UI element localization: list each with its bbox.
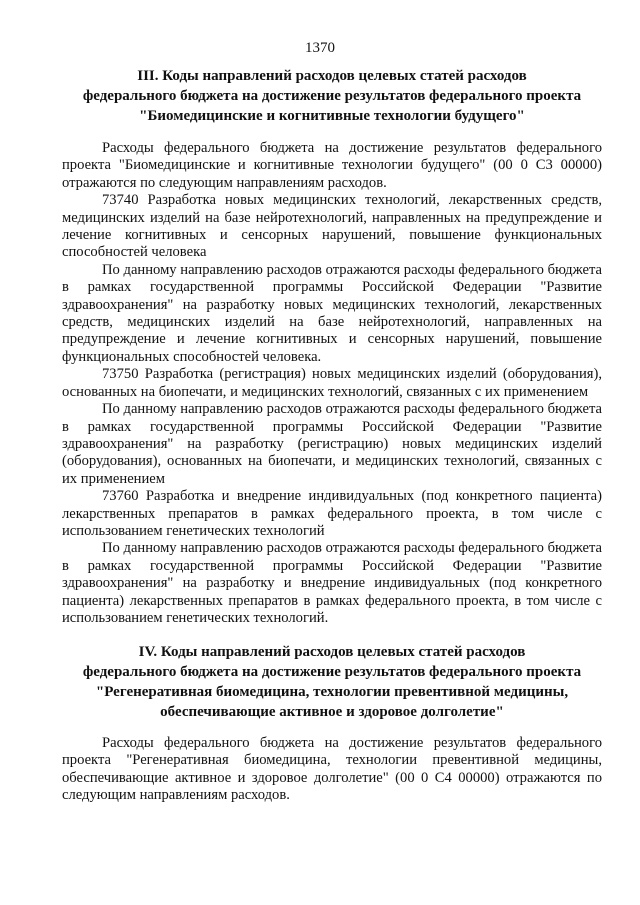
section-3-heading-line: III. Коды направлений расходов целевых статей расходов [137,68,527,84]
section-3-heading-line: федерального бюджета на достижение результатов федерального проекта [82,88,582,104]
paragraph: По данному направлению расходов отражаются расходы федерального бюджета в рамках государственной программы Российской Федерации "Развитие здравоохранения" на разработку новых медицинских технологий, лекарственных средств, медицинских изделий на базе нейротехнологий, направленных на предупреждение и лечение когнитивных и сенсорных нарушений, повышение функциональных способностей человека. [62,261,602,365]
section-3-heading [62,66,602,126]
paragraph: 73760 Разработка и внедрение индивидуальных (под конкретного пациента) лекарственных препаратов в рамках федерального проекта, в том числе с использованием генетических технологий [62,488,602,539]
page-number: 1370 [305,40,335,56]
section-4-heading-line: обеспечивающие активное и здоровое долголетие" [160,704,504,720]
section-4-heading-line: "Регенеративная биомедицина, технологии превентивной медицины, [95,684,569,700]
section-4-heading [62,642,602,722]
paragraph: Расходы федерального бюджета на достижение результатов федерального проекта "Биомедицинские и когнитивные технологии будущего" (00 0 С3 00000) отражаются по следующим направлениям расходов. [62,140,602,191]
paragraph: Расходы федерального бюджета на достижение результатов федерального проекта "Регенеративная биомедицина, технологии превентивной медицины, обеспечивающие активное и здоровое долголетие" (00 0 С4 00000) отражаются по следующим направлениям расходов. [62,735,602,804]
section-3-body [62,140,602,627]
section-4-heading-line: IV. Коды направлений расходов целевых статей расходов [138,644,526,660]
paragraph: 73740 Разработка новых медицинских технологий, лекарственных средств, медицинских изделий на базе нейротехнологий, направленных на предупреждение и лечение когнитивных и сенсорных нарушений, повышение функциональных способностей человека [62,192,602,261]
paragraph: По данному направлению расходов отражаются расходы федерального бюджета в рамках государственной программы Российской Федерации "Развитие здравоохранения" на разработку (регистрацию) новых медицинских изделий (оборудования), основанных на биопечати, и медицинских технологий, связанных с их применением [62,401,602,487]
paragraph: По данному направлению расходов отражаются расходы федерального бюджета в рамках государственной программы Российской Федерации "Развитие здравоохранения" на разработку и внедрение индивидуальных (под конкретного пациента) лекарственных препаратов в рамках федерального проекта, в том числе с использованием генетических технологий. [62,540,602,626]
section-4-heading-line: федерального бюджета на достижение результатов федерального проекта [82,664,582,680]
section-3-heading-line: "Биомедицинские и когнитивные технологии будущего" [139,108,525,124]
section-4-body [62,735,602,805]
paragraph: 73750 Разработка (регистрация) новых медицинских изделий (оборудования), основанных на биопечати, и медицинских технологий, связанных с их применением [62,366,602,400]
